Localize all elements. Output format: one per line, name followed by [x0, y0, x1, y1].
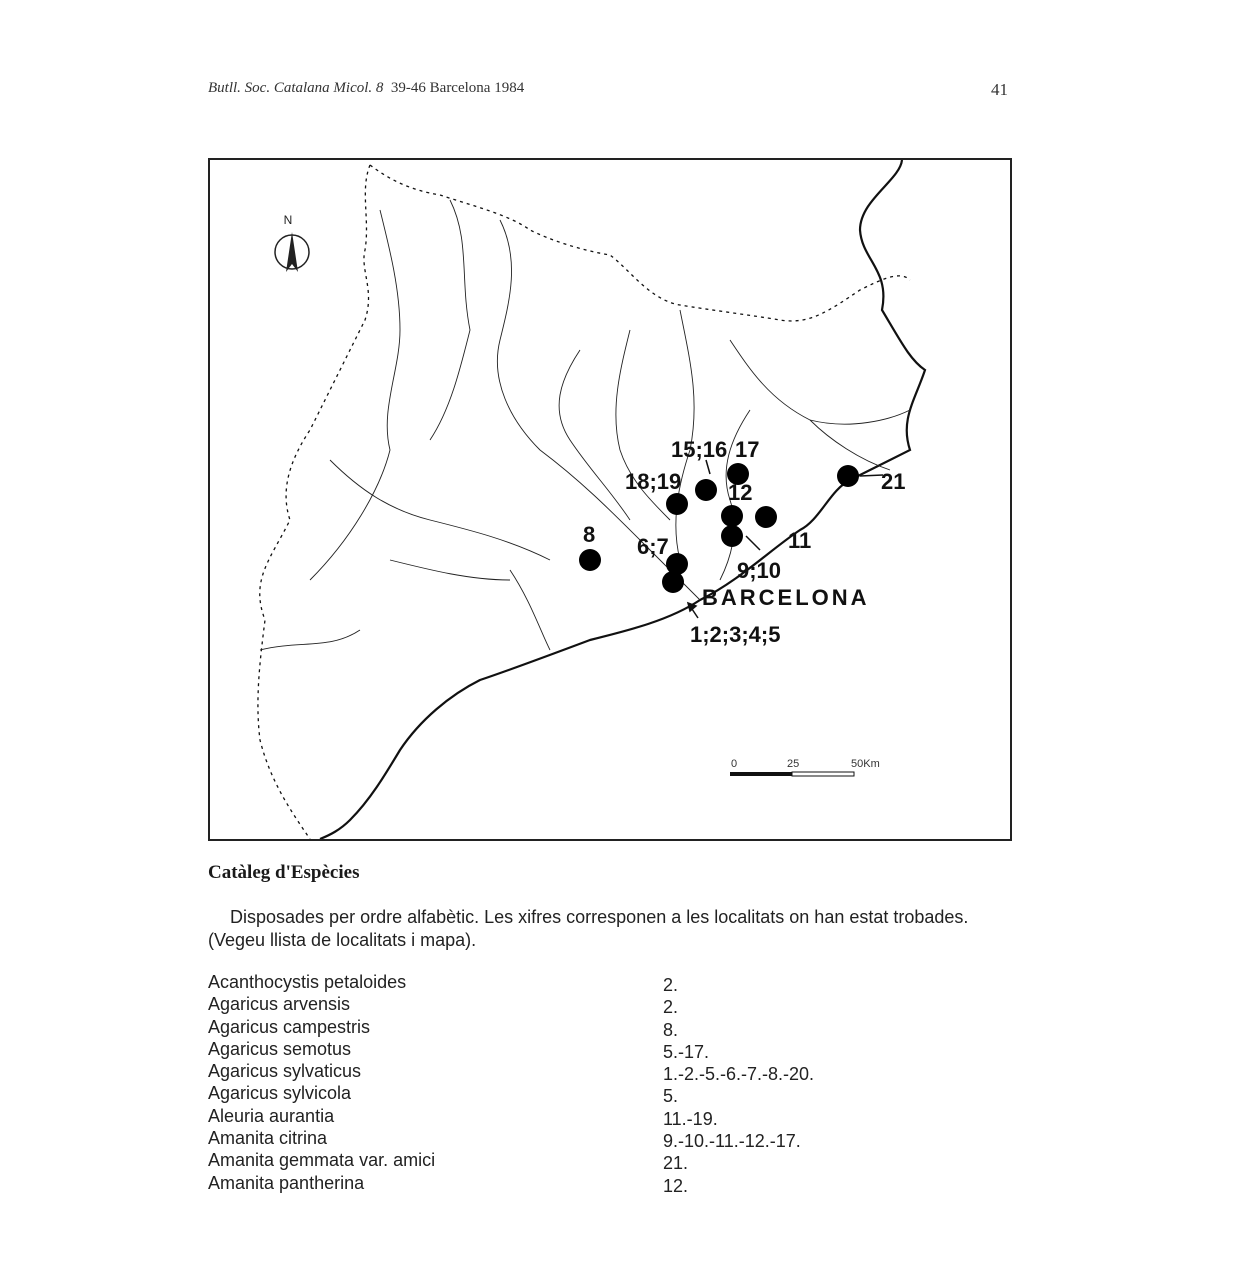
label-1-2-3-4-5: 1;2;3;4;5 [690, 622, 781, 647]
species-localities: 12. [663, 1175, 689, 1196]
species-list [208, 972, 858, 1195]
species-localities: 2. [663, 997, 679, 1018]
species-name: Amanita gemmata var. amici [208, 1150, 436, 1171]
species-name: Agaricus sylvicola [208, 1083, 352, 1104]
locality-dot-21 [837, 465, 859, 487]
leader-9-10 [746, 536, 760, 550]
locality-dot-15-16 [666, 493, 688, 515]
species-name: Aleuria aurantia [208, 1105, 335, 1126]
label-11: 11 [788, 528, 812, 553]
page-number: 41 [991, 80, 1008, 99]
label-barcelona: BARCELONA [702, 585, 870, 610]
label-18-19: 18;19 [625, 469, 682, 494]
leader-15-16 [706, 460, 710, 474]
coastline [320, 160, 925, 839]
locality-dots [579, 463, 859, 593]
species-row [208, 994, 858, 1016]
catalonia-map [208, 158, 1012, 841]
scale-bar [730, 758, 880, 776]
label-15-16: 15;16 [671, 437, 728, 462]
label-17: 17 [735, 437, 760, 462]
scale-tick-25: 25 [787, 758, 800, 770]
locality-dot-7 [662, 571, 684, 593]
locality-dot-17 [695, 479, 717, 501]
north-arrow-icon [286, 232, 298, 272]
map-canvas [210, 160, 1010, 839]
scale-tick-0: 0 [731, 758, 738, 770]
header-citation [208, 80, 524, 97]
section-title: Catàleg d'Espècies [208, 862, 360, 883]
species-name: Agaricus campestris [208, 1016, 371, 1037]
label-8: 8 [583, 522, 596, 547]
species-name: Agaricus semotus [208, 1038, 352, 1059]
journal-name: Butll. Soc. Catalana Micol. 8 [208, 80, 384, 96]
journal-details: 39-46 Barcelona 1984 [390, 80, 525, 96]
species-row [208, 972, 858, 994]
species-name: Acanthocystis petaloides [208, 972, 407, 992]
species-localities: 1.-2.-5.-6.-7.-8.-20. [663, 1064, 815, 1085]
scale-tick-50: 50Km [851, 758, 880, 770]
running-header [208, 80, 1008, 104]
species-name: Agaricus sylvaticus [208, 1061, 362, 1082]
species-localities: 21. [663, 1153, 689, 1174]
species-row [208, 1128, 858, 1150]
species-row [208, 1173, 858, 1195]
species-row [208, 1039, 858, 1061]
section-intro: Disposades per ordre alfabètic. Les xifres corresponen a les localitats on han estat trobades. (Vegeu llista de localitats i mapa). [208, 907, 969, 950]
label-6-7: 6;7 [637, 534, 669, 559]
species-row [208, 1083, 858, 1105]
north-label: N [283, 213, 293, 227]
label-12: 12 [728, 480, 753, 505]
scale-segment-light [792, 772, 854, 776]
species-localities: 11.-19. [663, 1108, 718, 1129]
locality-dot-12 [721, 505, 743, 527]
scale-segment-dark [730, 772, 792, 776]
species-localities: 5.-17. [663, 1041, 710, 1062]
locality-dot-9-10 [721, 525, 743, 547]
species-name: Amanita pantherina [208, 1172, 365, 1193]
species-localities: 9.-10.-11.-12.-17. [663, 1131, 801, 1152]
species-name: Amanita citrina [208, 1128, 328, 1149]
leader-21 [860, 475, 883, 476]
label-21: 21 [881, 469, 906, 494]
locality-dot-11 [755, 506, 777, 528]
species-localities: 8. [663, 1019, 679, 1040]
species-row [208, 1061, 858, 1083]
rivers [260, 200, 910, 650]
species-row [208, 1017, 858, 1039]
species-name: Agaricus arvensis [208, 994, 351, 1015]
border-line [258, 165, 910, 839]
species-localities: 2. [663, 975, 679, 995]
species-row [208, 1106, 858, 1128]
north-arrow [275, 213, 309, 272]
species-localities: 5. [663, 1086, 679, 1107]
locality-dot-8 [579, 549, 601, 571]
label-9-10: 9;10 [737, 558, 782, 583]
species-row [208, 1150, 858, 1172]
